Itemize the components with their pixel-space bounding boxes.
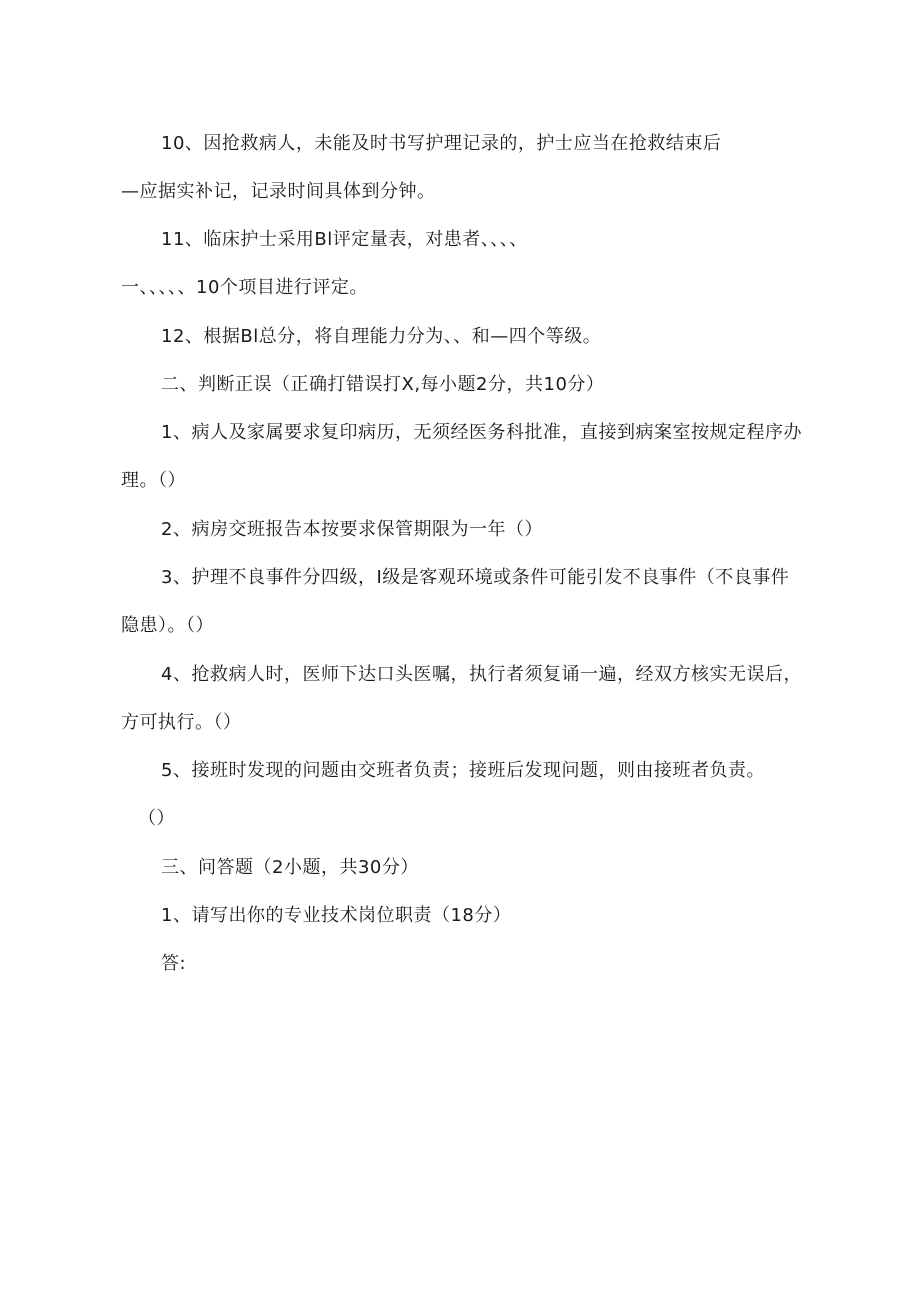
qa-q1: 1、请写出你的专业技术岗位职责（18分）: [161, 905, 512, 926]
true-false-q1-line2: 理。（）: [121, 470, 186, 491]
fill-blank-q12: 12、根据Bl总分，将自理能力分为、、和—四个等级。: [161, 326, 602, 347]
true-false-q5-line2: （）: [138, 808, 175, 829]
true-false-q3-line1: 3、护理不良事件分四级，I级是客观环境或条件可能引发不良事件（不良事件: [161, 567, 790, 588]
true-false-q1-line1: 1、病人及家属要求复印病历，无须经医务科批准，直接到病案室按规定程序办: [161, 422, 802, 443]
true-false-q3-line2: 隐患）。（）: [121, 615, 214, 636]
section-true-false-heading: 二、判断正误（正确打错误打X,每小题2分，共10分）: [161, 374, 605, 395]
true-false-q4-line1: 4、抢救病人时，医师下达口头医嘱，执行者须复诵一遍，经双方核实无误后，: [161, 664, 802, 685]
section-qa-heading: 三、问答题（2小题，共30分）: [161, 857, 419, 878]
true-false-q4-line2: 方可执行。（）: [121, 712, 242, 733]
fill-blank-q10-line2: —应据实补记，记录时间具体到分钟。: [121, 181, 436, 202]
fill-blank-q10-line1: 10、因抢救病人，未能及时书写护理记录的，护士应当在抢救结束后: [161, 133, 722, 154]
answer-label: 答:: [161, 953, 187, 974]
fill-blank-q11-line2: 一、、、、、10个项目进行评定。: [121, 277, 368, 298]
true-false-q5-line1: 5、接班时发现的问题由交班者负责；接班后发现问题，则由接班者负责。: [161, 760, 765, 781]
fill-blank-q11-line1: 11、临床护士采用Bl评定量表，对患者、、、、: [161, 229, 528, 250]
true-false-q2: 2、病房交班报告本按要求保管期限为一年（）: [161, 519, 543, 540]
